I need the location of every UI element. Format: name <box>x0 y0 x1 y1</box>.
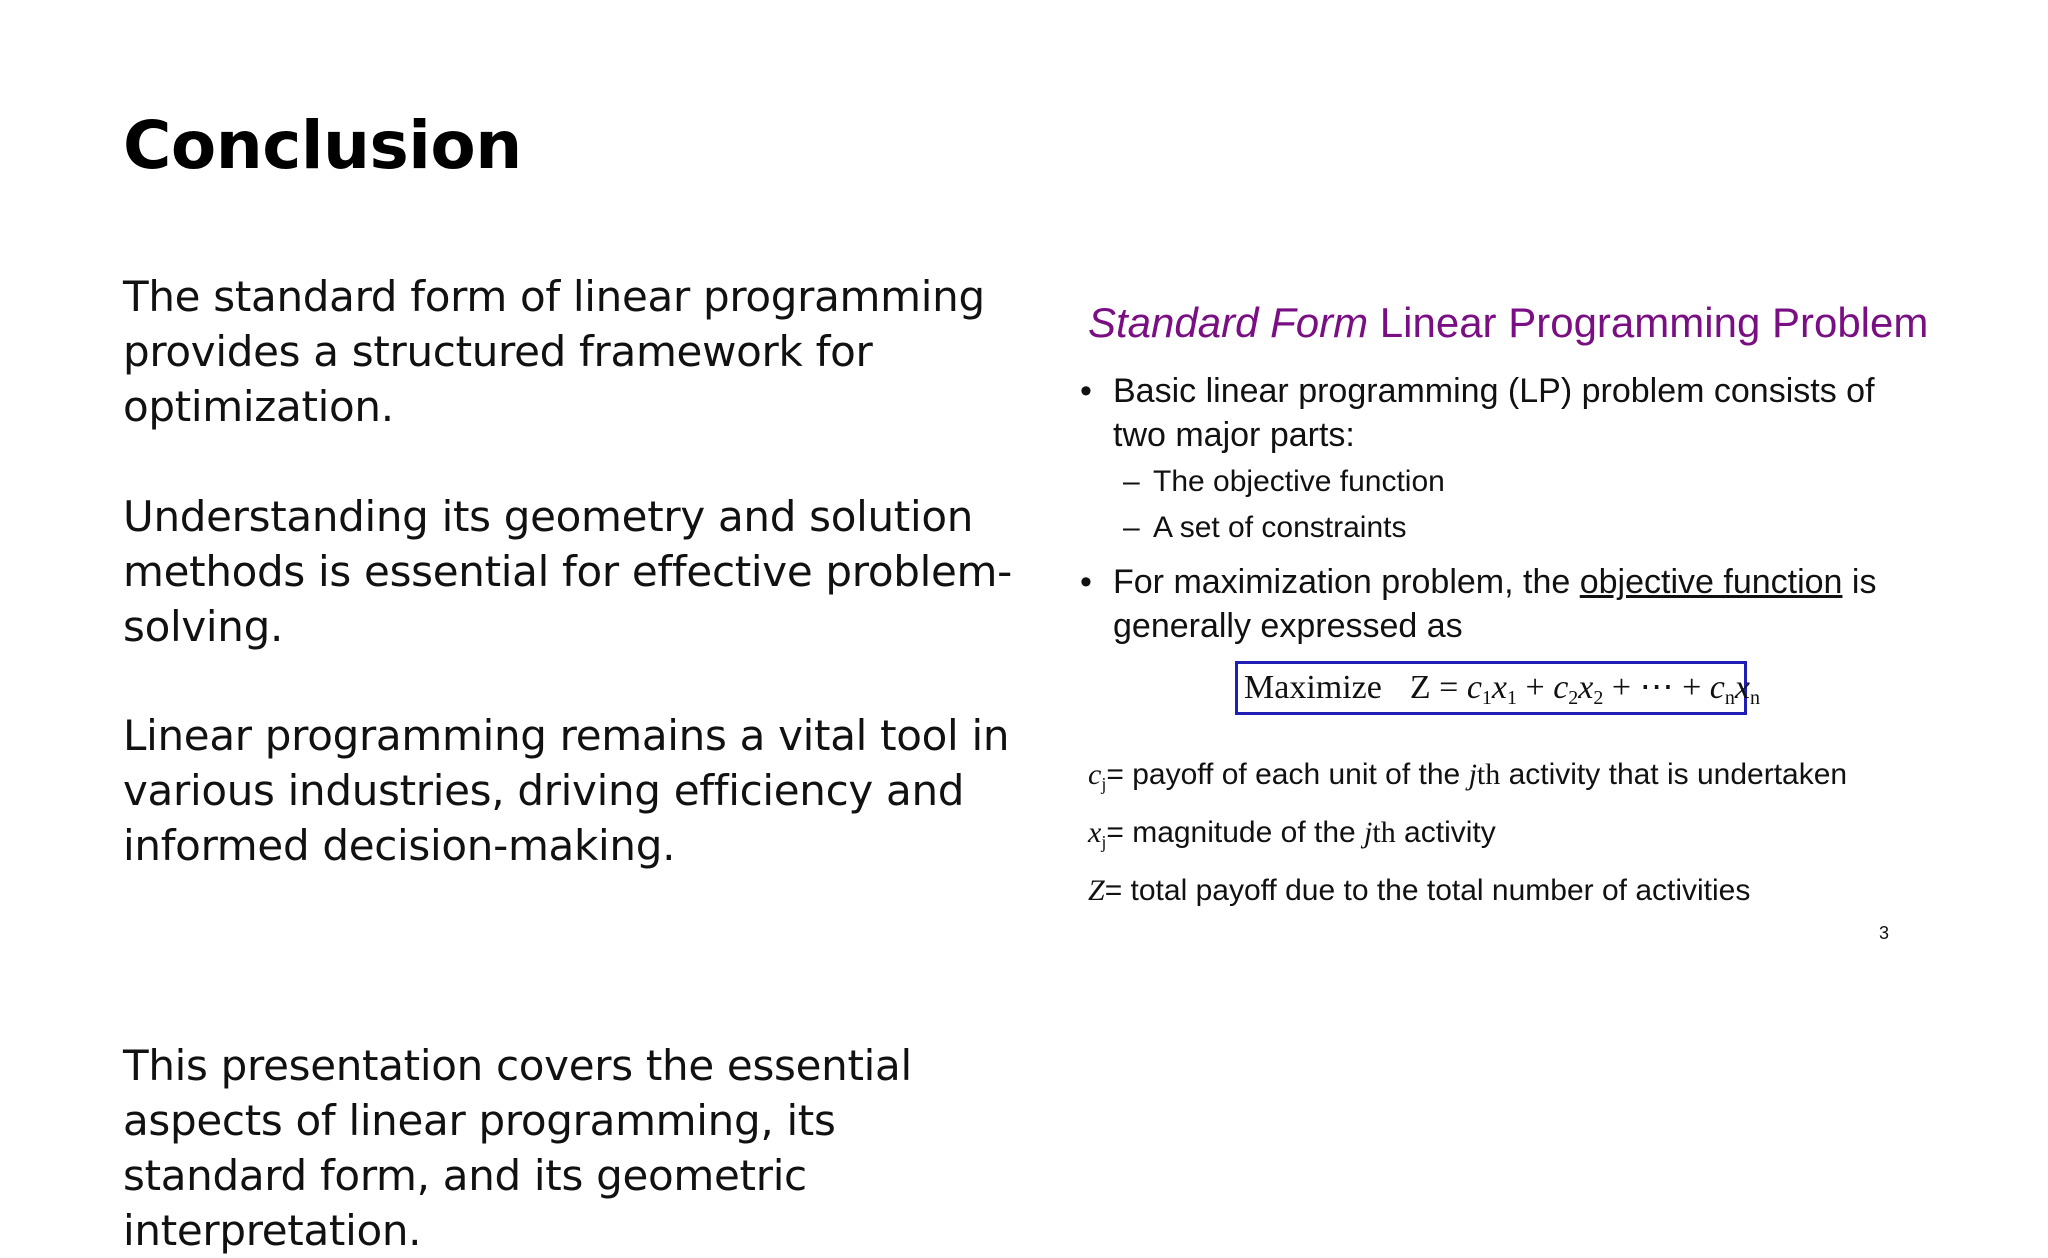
sub-item-label: A set of constraints <box>1153 511 1407 544</box>
def-text: = total payoff due to the total number of activities <box>1104 874 1751 907</box>
bullet2-text: For maximization problem, the <box>1113 563 1580 601</box>
formula-term: c <box>1709 669 1725 706</box>
formula-lhs: Z <box>1409 669 1431 706</box>
jth-th: th <box>1476 758 1501 791</box>
embedded-slide-image <box>1070 280 1929 950</box>
definition-cj <box>1088 755 1847 795</box>
jth-th: th <box>1372 816 1396 849</box>
formula-term: x <box>1578 669 1594 706</box>
sub-item-objective <box>1123 462 1445 502</box>
formula-plus: + <box>1603 669 1640 706</box>
formula-sub: 1 <box>1507 687 1517 709</box>
formula-term: x <box>1491 669 1507 706</box>
formula-sub: 1 <box>1481 687 1492 709</box>
title-rest-part: Linear Programming Problem <box>1368 299 1929 346</box>
def-symbol: c <box>1088 758 1102 791</box>
formula-equals: = <box>1430 669 1467 706</box>
def-sub: j <box>1101 774 1107 794</box>
bullet2-tail: is generally expressed as <box>1113 563 1877 645</box>
title-italic-part: Standard Form <box>1088 299 1369 346</box>
formula-plus: + <box>1673 669 1710 706</box>
formula-term: c <box>1466 669 1482 706</box>
sub-dash: – <box>1123 511 1140 544</box>
objective-function-underlined: objective function <box>1579 563 1843 601</box>
def-tail: activity that is undertaken <box>1500 758 1848 791</box>
def-text: = payoff of each unit of the <box>1106 758 1469 791</box>
def-tail: activity <box>1395 816 1496 849</box>
jth-label <box>1364 816 1396 849</box>
bullet-marker: • <box>1080 372 1092 410</box>
formula-sub: n <box>1724 687 1735 709</box>
jth-label <box>1469 758 1501 791</box>
paragraph-geometry: Understanding its geometry and solution methods is essential for effective problem-solving. <box>123 492 1012 651</box>
bullet-lp-parts: Basic linear programming (LP) problem consists of two major parts: <box>1113 372 1875 454</box>
bullet-marker: • <box>1080 563 1092 601</box>
embedded-page-number: 3 <box>1879 923 1890 943</box>
formula-keyword: Maximize <box>1244 669 1382 706</box>
formula-plus: + <box>1517 669 1554 706</box>
sub-item-constraints <box>1123 508 1406 548</box>
definition-z <box>1088 871 1750 911</box>
formula-sub: 2 <box>1568 687 1579 709</box>
objective-formula-box <box>1235 661 1760 715</box>
sub-dash: – <box>1123 465 1140 498</box>
jth-j: j <box>1468 758 1477 791</box>
sub-item-label: The objective function <box>1153 465 1445 498</box>
formula-term: c <box>1553 669 1569 706</box>
formula-sub: 2 <box>1593 687 1604 709</box>
def-symbol: x <box>1088 816 1102 849</box>
def-text: = magnitude of the <box>1106 816 1365 849</box>
paragraph-vital-tool: Linear programming remains a vital tool in various industries, driving efficiency and informed decision-making. <box>123 711 1010 870</box>
embedded-slide-title <box>1088 298 1928 348</box>
def-sub: j <box>1101 832 1107 852</box>
formula-term: x <box>1734 669 1750 706</box>
definition-xj <box>1088 813 1496 853</box>
slide-title: Conclusion <box>123 107 522 184</box>
paragraph-overview: This presentation covers the essential aspects of linear programming, its standard form, and its geometric interpretation. <box>123 1041 912 1255</box>
jth-j: j <box>1364 816 1373 849</box>
formula-dots: ⋯ <box>1639 669 1674 706</box>
paragraph-standard-form: The standard form of linear programming provides a structured framework for optimization. <box>123 272 985 431</box>
bullet-maximization <box>1113 560 1903 648</box>
def-symbol: Z <box>1088 874 1105 907</box>
formula-sub: n <box>1749 687 1760 709</box>
